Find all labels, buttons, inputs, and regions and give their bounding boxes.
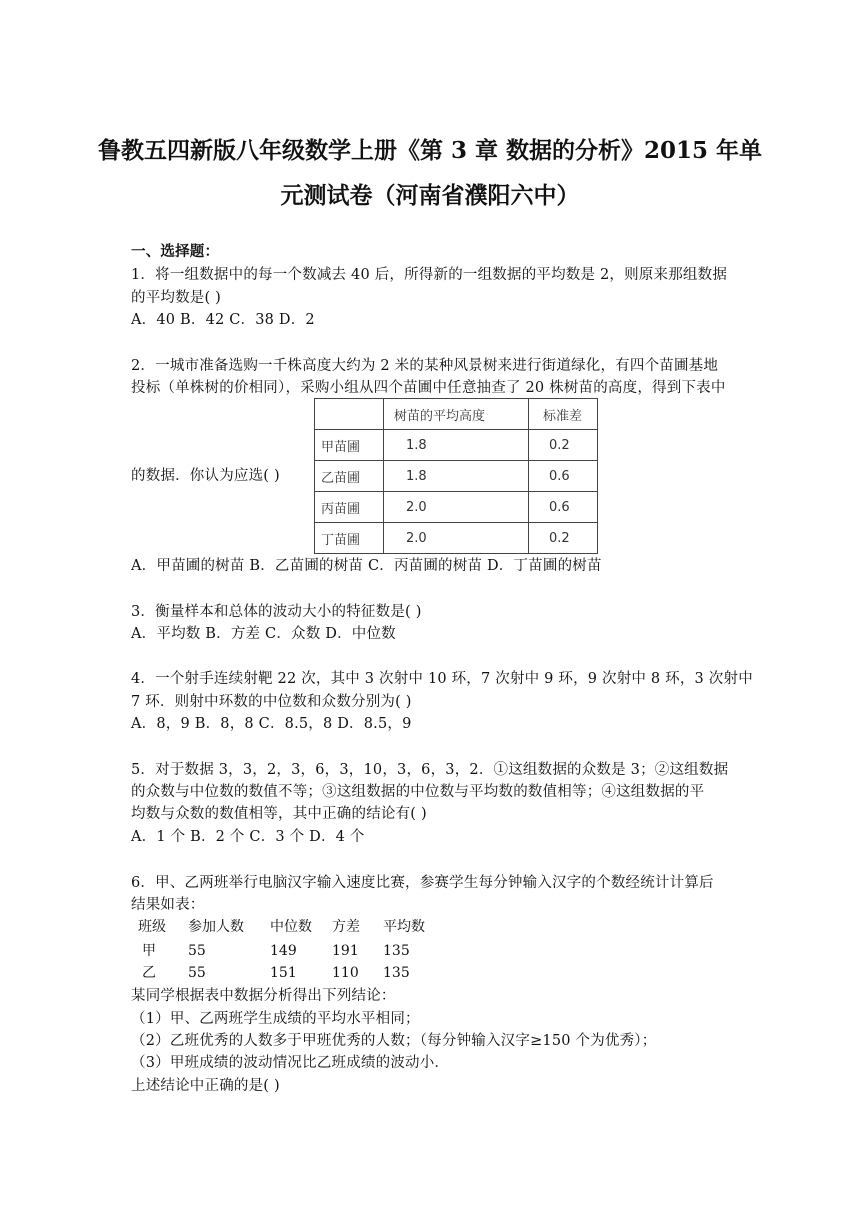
q5-stem-line-1: 5．对于数据 3，3，2，3，6，3，10，3，6，3，2．①这组数据的众数是 3；②这组数据 [131,762,729,778]
q6-conclusion-1: （1）甲、乙两班学生成绩的平均水平相同； [131,1011,420,1027]
table-cell: 甲 [142,943,156,959]
table-cell: 2.0 [384,492,529,523]
table-cell: 135 [383,965,410,981]
table-header-cell: 中位数 [270,919,312,935]
q4-options: A．8，9 B．8，8 C．8.5，8 D．8.5，9 [131,716,412,732]
q4-stem-line-1: 4．一个射手连续射靶 22 次，其中 3 次射中 10 环，7 次射中 9 环，9 次射中 8 环，3 次射中 [131,671,753,687]
table-cell: 甲苗圃 [315,430,384,461]
table-row [315,523,598,554]
q2-options: A．甲苗圃的树苗 B．乙苗圃的树苗 C．丙苗圃的树苗 D．丁苗圃的树苗 [131,558,602,574]
table-row [315,492,598,523]
q6-intro: 某同学根据表中数据分析得出下列结论： [131,988,396,1004]
table-header-cell [315,399,384,430]
table-cell: 151 [270,965,297,981]
table-cell: 乙苗圃 [315,461,384,492]
table-cell: 0.6 [529,461,598,492]
q3-options: A．平均数 B．方差 C．众数 D．中位数 [131,626,396,642]
q6-stem-line-1: 6．甲、乙两班举行电脑汉字输入速度比赛，参赛学生每分钟输入汉字的个数经统计计算后 [131,875,714,891]
table-cell: 乙 [142,965,156,981]
table-cell: 110 [332,965,359,981]
document-title-line-2: 元测试卷（河南省濮阳六中） [280,182,580,209]
q2-stem-line-2: 投标（单株树的价相同），采购小组从四个苗圃中任意抽查了 20 株树苗的高度，得到下表中 [131,380,726,396]
document-title-line-1: 鲁教五四新版八年级数学上册《第 3 章 数据的分析》2015 年单 [97,137,763,164]
table-header-cell: 树苗的平均高度 [384,399,529,430]
table-cell: 0.6 [529,492,598,523]
table-row [315,461,598,492]
section-heading: 一、选择题： [131,243,220,260]
table-cell: 丙苗圃 [315,492,384,523]
nursery-table [314,398,598,554]
q2-stem-line-3: 的数据．你认为应选( ) [131,468,280,484]
q3-stem: 3．衡量样本和总体的波动大小的特征数是( ) [131,604,422,620]
q4-stem-line-2: 7 环．则射中环数的中位数和众数分别为( ) [131,694,412,710]
table-cell: 149 [270,943,297,959]
table-cell: 2.0 [384,523,529,554]
table-header-cell: 参加人数 [188,919,244,935]
table-cell: 1.8 [384,461,529,492]
table-header-row [315,399,598,430]
q1-stem-line-2: 的平均数是( ) [131,290,222,306]
table-cell: 191 [332,943,359,959]
q6-conclusion-2: （2）乙班优秀的人数多于甲班优秀的人数；（每分钟输入汉字≥150 个为优秀）； [131,1033,657,1049]
table-cell: 135 [383,943,410,959]
table-cell: 1.8 [384,430,529,461]
q6-question: 上述结论中正确的是( ) [131,1078,280,1094]
q1-options: A．40 B．42 C．38 D．2 [131,312,315,328]
table-header-cell: 平均数 [383,919,425,935]
table-cell: 55 [188,965,206,981]
q5-stem-line-3: 均数与众数的数值相等，其中正确的结论有( ) [131,806,427,822]
table-row [315,430,598,461]
q6-conclusion-3: （3）甲班成绩的波动情况比乙班成绩的波动小． [131,1055,450,1071]
table-header-cell: 标准差 [529,399,598,430]
table-header-cell: 班级 [138,919,166,935]
table-cell: 丁苗圃 [315,523,384,554]
table-header-cell: 方差 [332,919,360,935]
q5-stem-line-2: 的众数与中位数的数值不等；③这组数据的中位数与平均数的数值相等；④这组数据的平 [131,784,705,800]
q5-options: A．1 个 B．2 个 C．3 个 D．4 个 [131,829,365,845]
q1-stem-line-1: 1．将一组数据中的每一个数减去 40 后，所得新的一组数据的平均数是 2，则原来那组数据 [131,267,728,283]
q2-stem-line-1: 2．一城市准备选购一千株高度大约为 2 米的某种风景树来进行街道绿化，有四个苗圃基地 [131,358,719,374]
q6-stem-line-2: 结果如表： [131,897,205,913]
table-cell: 0.2 [529,523,598,554]
table-cell: 0.2 [529,430,598,461]
table-cell: 55 [188,943,206,959]
